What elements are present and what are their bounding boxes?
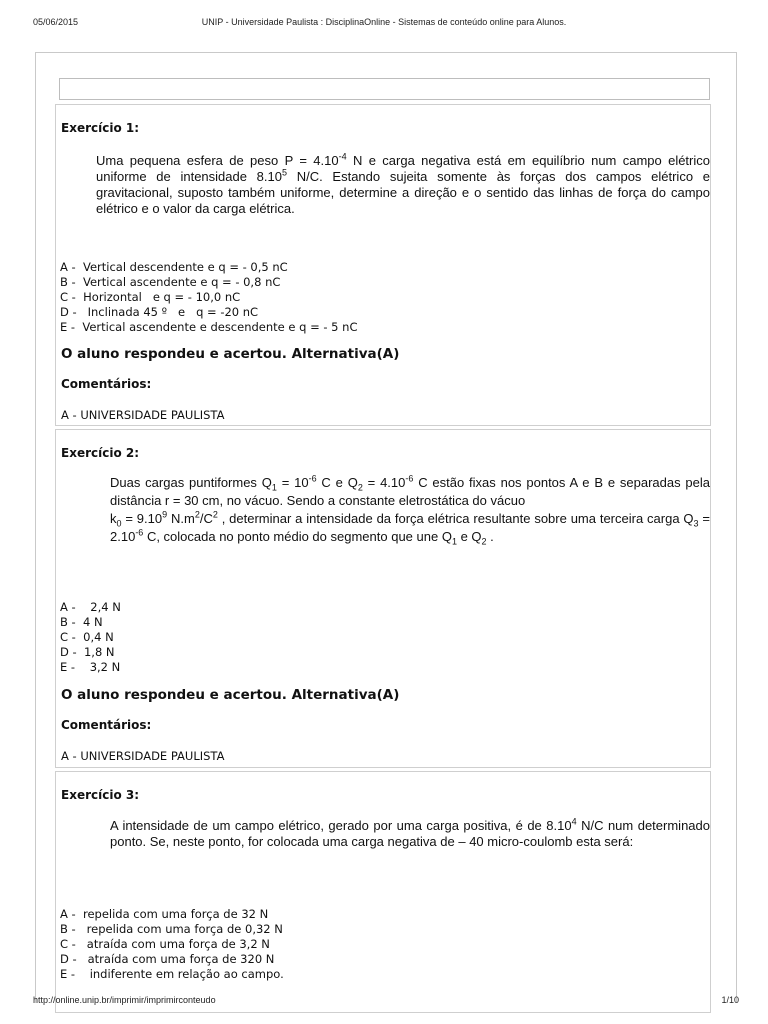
answer-option: D - Inclinada 45 º e q = -20 nC	[60, 305, 259, 319]
answer-option: C - Horizontal e q = - 10,0 nC	[60, 290, 241, 304]
answer-option: A - 2,4 N	[60, 600, 121, 614]
answer-option: A - Vertical descendente e q = - 0,5 nC	[60, 260, 288, 274]
comments-text: A - UNIVERSIDADE PAULISTA	[61, 749, 225, 763]
print-header-date: 05/06/2015	[33, 17, 79, 27]
print-header-title: UNIP - Universidade Paulista : DisciplinaOnline - Sistemas de conteúdo online para Alunos.	[201, 17, 567, 27]
answer-option: C - 0,4 N	[60, 630, 114, 644]
answer-option: D - 1,8 N	[60, 645, 115, 659]
answer-option: E - 3,2 N	[60, 660, 121, 674]
answer-option: B - Vertical ascendente e q = - 0,8 nC	[60, 275, 281, 289]
empty-header-box	[59, 78, 710, 100]
exercise-3	[55, 771, 711, 1013]
exercise-1	[55, 104, 711, 426]
answer-option: C - atraída com uma força de 3,2 N	[60, 937, 270, 951]
answer-options	[60, 907, 284, 982]
answer-option: B - repelida com uma força de 0,32 N	[60, 922, 283, 936]
print-footer-page: 1/10	[721, 995, 739, 1005]
question-text: A intensidade de um campo elétrico, gerado por uma carga positiva, é de 8.10$^4$ N/C num determinado ponto. Se, neste ponto, for colocada uma carga negativa de – 40 micro-coulomb esta será:	[110, 816, 710, 849]
answer-options	[60, 260, 357, 335]
question-text: Duas cargas puntiformes $Q_1 = 10^{-6}$ C e $Q_2 = 4.10^{-6}$ C estão fixas nos pontos A e B e separadas pela distância r = 30 cm, no vácuo. Sendo a constante eletrostática do vácuo $k_0 = 9.10^9$ $N.m^2/C^2$ , determinar a intensidade da força elétrica resultante sobre uma terceira carga $Q_3 = 2.10^{-6}$ C, colocada no ponto médio do segmento que une $Q_1$ e $Q_2$ .	[110, 473, 711, 547]
answer-option: E - indiferente em relação ao campo.	[60, 967, 284, 981]
answer-option: E - Vertical ascendente e descendente e q = - 5 nC	[60, 320, 358, 334]
comments-label: Comentários:	[61, 718, 152, 732]
exercise-2	[55, 429, 711, 768]
comments-text: A - UNIVERSIDADE PAULISTA	[61, 408, 225, 422]
comments-label: Comentários:	[61, 377, 152, 391]
answer-result: O aluno respondeu e acertou. Alternativa(A)	[61, 346, 400, 362]
answer-result: O aluno respondeu e acertou. Alternativa(A)	[61, 687, 400, 703]
print-footer-url: http://online.unip.br/imprimir/imprimirconteudo	[33, 995, 216, 1005]
exercise-title: Exercício 1:	[61, 121, 140, 135]
answer-options	[60, 600, 121, 675]
question-text: Uma pequena esfera de peso $P = 4.10^{-4}$ N e carga negativa está em equilíbrio num campo elétrico uniforme de intensidade 8.10$^5$ N/C. Estando sujeita somente às forças dos campos elétrico e gravitacional, suposto também uniforme, determine a direção e o sentido das linhas de força do campo elétrico e o valor da carga elétrica.	[96, 151, 710, 216]
exercise-title: Exercício 2:	[61, 446, 140, 460]
answer-option: B - 4 N	[60, 615, 103, 629]
exercise-title: Exercício 3:	[61, 788, 140, 802]
answer-option: D - atraída com uma força de 320 N	[60, 952, 275, 966]
answer-option: A - repelida com uma força de 32 N	[60, 907, 269, 921]
